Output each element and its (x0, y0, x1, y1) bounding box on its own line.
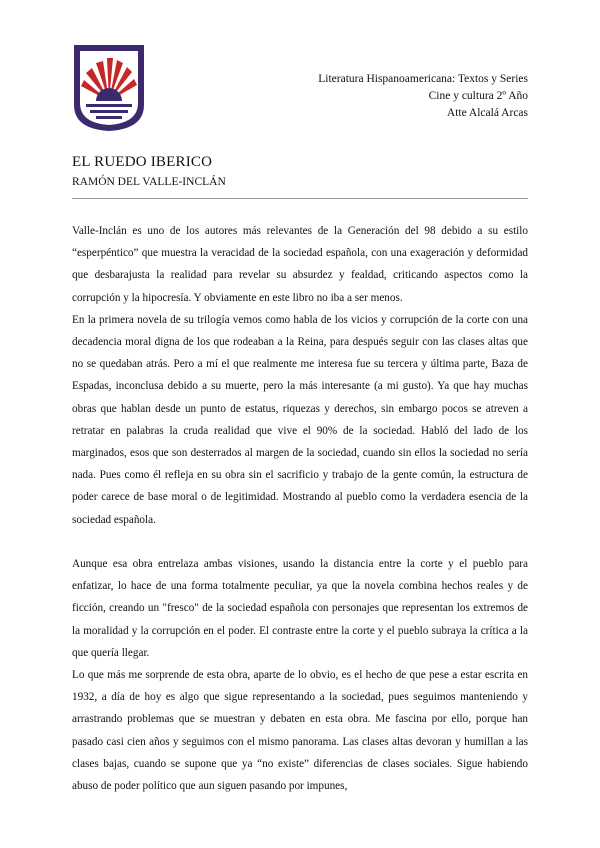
paragraph-1: Valle-Inclán es uno de los autores más relevantes de la Generación del 98 debido a su estilo “esperpéntico” que muestra la veracidad de la sociedad española, con una exageración y deformidad que desbarajusta la realidad para revelar su absurdez y fealdad, criticando aspectos como la corrupción y la hipocresía. Y obviamente en este libro no iba a ser menos. (72, 225, 528, 304)
paragraph-2: En la primera novela de su trilogía vemos como habla de los vicios y corrupción de la corte con una decadencia moral digna de los que rodeaban a la Reina, para después seguir con las clases altas que no se quedaban atrás. Pero a mí el que realmente me interesa fue su tercera y última parte, Baza de Espadas, inconclusa debido a su muerte, pero la más interesante (a mi gusto). Ya que hay muchas obras que hablan desde un punto de estatus, riquezas y derechos, sin embargo pocos se atreven a retratar en palabras la cruda realidad que vive el 90% de la sociedad. Habló del lado de los marginados, esos que son desterrados al margen de la sociedad, cuando sin ellos la sociedad no sería nada. Pues como él refleja en su obra sin el sacrificio y trabajo de la gente común, la estructura de poder carece de base moral o de legitimidad. Mostrando al pueblo como la verdadera esencia de la sociedad española. (72, 313, 528, 526)
paragraph-4: Lo que más me sorprende de esta obra, aparte de lo obvio, es el hecho de que pese a estar escrita en 1932, a día de hoy es algo que sigue representando a la sociedad, pues seguimos manteniendo y arrastrando problemas que se muestran y debaten en esta obra. Me fascina por ello, porque han pasado casi cien años y seguimos con el mismo panorama. Las clases altas devoran y humillan a las clases bajas, cuando se supone que ya “no existe” diferencias de clases sociales. Sigue habiendo abuso de poder político que aun siguen pasando por impunes, (72, 669, 528, 793)
course-subject: Cine y cultura 2º Año (428, 90, 528, 102)
document-title: EL RUEDO IBERICO (72, 154, 213, 170)
paragraph-3: Aunque esa obra entrelaza ambas visiones, usando la distancia entre la corte y el pueblo para enfatizar, lo hace de una forma totalmente peculiar, ya que la novela combina hechos reales y de ficción, creando un "fresco" de la sociedad española con personajes que representan los extremos de la moralidad y la corrupción en el poder. El contraste entre la corte y el pueblo subraya la crítica a la que quería llegar. (72, 558, 528, 659)
course-header (318, 71, 528, 122)
student-name: Atte Alcalá Arcas (446, 107, 528, 119)
university-shield-logo-icon (72, 43, 146, 133)
document-author: RAMÓN DEL VALLE-INCLÁN (72, 176, 226, 188)
paragraph-gap (72, 531, 528, 553)
course-name: Literatura Hispanoamericana: Textos y Series (318, 73, 528, 85)
title-divider (72, 198, 528, 199)
document-body (72, 220, 528, 797)
